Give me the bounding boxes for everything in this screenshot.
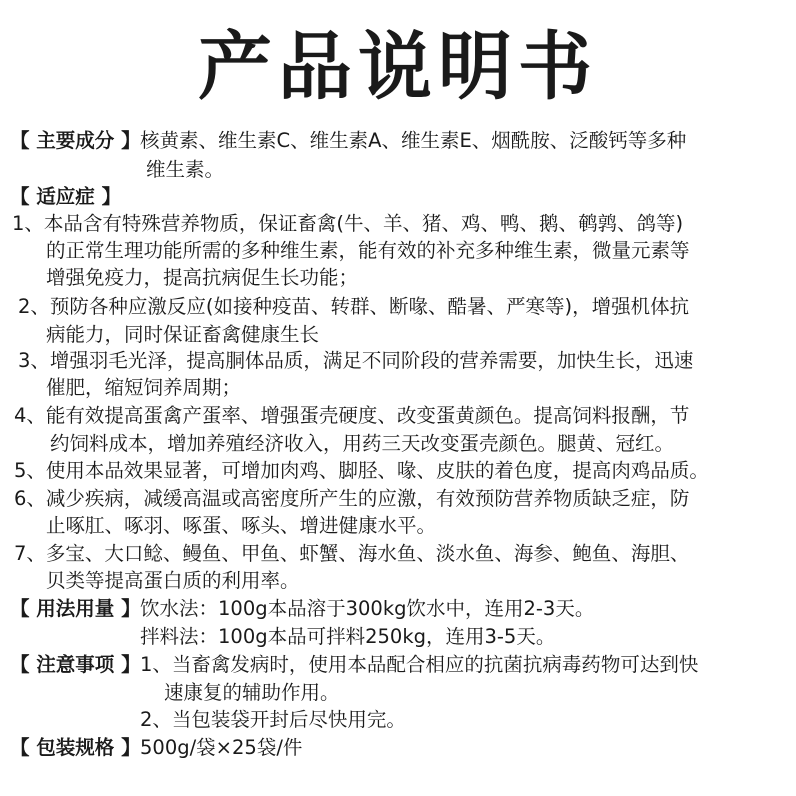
indication-3-line-1: 3、增强羽毛光泽，提高胴体品质，满足不同阶段的营养需要，加快生长，迅速 — [18, 349, 694, 372]
indication-6-line-1: 6、减少疾病，减缓高温或高密度所产生的应激，有效预防营养物质缺乏症，防 — [14, 487, 690, 510]
indication-4-line-2: 约饲料成本，增加养殖经济收入，用药三天改变蛋壳颜色。腿黄、冠红。 — [50, 432, 675, 455]
indications-label: 【 适应症 】 — [10, 185, 122, 208]
indication-4-line-1: 4、能有效提高蛋禽产蛋率、增强蛋壳硬度、改变蛋黄颜色。提高饲料报酬，节 — [14, 404, 690, 427]
ingredients-text-1: 核黄素、维生素C、维生素A、维生素E、烟酰胺、泛酸钙等多种 — [140, 129, 687, 152]
notes-line-3: 2、当包装袋开封后尽快用完。 — [140, 708, 406, 731]
usage-line-2: 拌料法：100g本品可拌料250kg，连用3-5天。 — [140, 625, 556, 648]
usage-line-1: 饮水法：100g本品溶于300kg饮水中，连用2-3天。 — [140, 597, 595, 620]
indication-1-line-1: 1、本品含有特殊营养物质，保证畜禽(牛、羊、猪、鸡、鸭、鹅、鹌鹑、鸽等) — [12, 212, 684, 235]
packaging-value: 500g/袋×25袋/件 — [140, 736, 303, 759]
indication-2-line-1: 2、预防各种应激反应(如接种疫苗、转群、断喙、酷暑、严寒等)，增强机体抗 — [18, 295, 690, 318]
indication-1-line-3: 增强免疫力，提高抗病促生长功能； — [46, 266, 359, 289]
indication-3-line-2: 催肥，缩短饲养周期； — [46, 376, 242, 399]
notes-line-1: 1、当畜禽发病时，使用本品配合相应的抗菌抗病毒药物可达到快 — [140, 653, 699, 676]
page-title: 产品说明书 — [198, 24, 598, 110]
indication-2-line-2: 病能力，同时保证畜禽健康生长 — [46, 323, 320, 346]
ingredients-text-2: 维生素。 — [146, 158, 225, 181]
indication-7-line-1: 7、多宝、大口鲶、鳗鱼、甲鱼、虾蟹、海水鱼、淡水鱼、海参、鲍鱼、海胆、 — [14, 542, 690, 565]
packaging-label: 【 包装规格 】 — [10, 736, 141, 759]
indication-5-line-1: 5、使用本品效果显著，可增加肉鸡、脚胫、喙、皮肤的着色度，提高肉鸡品质。 — [14, 459, 709, 482]
usage-label: 【 用法用量 】 — [10, 597, 141, 620]
notes-label: 【 注意事项 】 — [10, 653, 141, 676]
indication-6-line-2: 止啄肛、啄羽、啄蛋、啄头、增进健康水平。 — [46, 514, 437, 537]
indication-7-line-2: 贝类等提高蛋白质的利用率。 — [46, 569, 300, 592]
notes-line-2: 速康复的辅助作用。 — [164, 681, 340, 704]
ingredients-label: 【 主要成分 】 — [10, 129, 141, 152]
indication-1-line-2: 的正常生理功能所需的多种维生素，能有效的补充多种维生素，微量元素等 — [46, 239, 690, 262]
